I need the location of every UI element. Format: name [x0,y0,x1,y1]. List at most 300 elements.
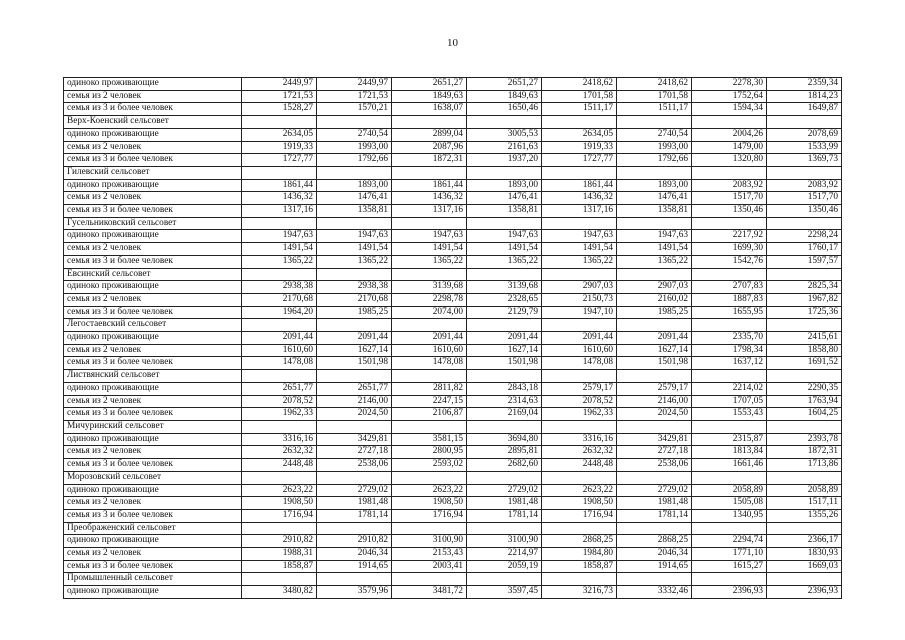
empty-cell [317,217,392,230]
table-row [64,509,842,522]
empty-cell [317,116,392,129]
value-cell: 1872,31 [767,446,842,459]
value-cell: 2651,77 [242,382,317,395]
section-header-row [64,166,842,179]
empty-cell [692,166,767,179]
value-cell: 3216,73 [542,586,617,599]
value-cell: 1528,27 [242,103,317,116]
value-cell: 3429,81 [317,433,392,446]
value-cell: 1340,95 [692,509,767,522]
value-cell: 2538,06 [617,459,692,472]
empty-cell [392,522,467,535]
value-cell: 1491,54 [317,243,392,256]
value-cell: 1947,63 [542,230,617,243]
table-row [64,78,842,91]
value-cell: 1716,94 [542,509,617,522]
empty-cell [242,420,317,433]
value-cell: 1771,10 [692,548,767,561]
value-cell: 2843,18 [467,382,542,395]
value-cell: 3694,80 [467,433,542,446]
value-cell: 2651,27 [392,78,467,91]
value-cell: 2418,62 [617,78,692,91]
value-cell: 1887,83 [692,293,767,306]
value-cell: 1830,93 [767,548,842,561]
value-cell: 1436,32 [242,192,317,205]
empty-cell [767,420,842,433]
value-cell: 1781,14 [317,509,392,522]
table-row [64,230,842,243]
household-type-cell: семья из 2 человек [64,293,242,306]
value-cell: 2106,87 [392,408,467,421]
value-cell: 2315,87 [692,433,767,446]
empty-cell [542,573,617,586]
value-cell: 2579,17 [542,382,617,395]
value-cell: 1491,54 [542,243,617,256]
value-cell: 2024,50 [317,408,392,421]
table-row [64,192,842,205]
table-row [64,255,842,268]
empty-cell [617,116,692,129]
value-cell: 1655,95 [692,306,767,319]
household-type-cell: семья из 2 человек [64,344,242,357]
value-cell: 1981,48 [617,497,692,510]
value-cell: 3100,90 [467,535,542,548]
value-cell: 1350,46 [767,205,842,218]
value-cell: 1476,41 [317,192,392,205]
value-cell: 1861,44 [242,179,317,192]
value-cell: 1919,33 [542,141,617,154]
tariff-table [63,77,842,599]
value-cell: 1637,12 [692,357,767,370]
value-cell: 2448,48 [242,459,317,472]
value-cell: 1701,58 [542,90,617,103]
section-title: Верх-Коенский сельсовет [64,116,242,129]
value-cell: 1893,00 [467,179,542,192]
section-header-row [64,319,842,332]
empty-cell [617,217,692,230]
value-cell: 2651,77 [317,382,392,395]
empty-cell [467,217,542,230]
value-cell: 2328,65 [467,293,542,306]
value-cell: 3139,68 [467,281,542,294]
value-cell: 2247,15 [392,395,467,408]
section-title: Евсинский сельсовет [64,268,242,281]
value-cell: 2740,54 [617,128,692,141]
value-cell: 1908,50 [242,497,317,510]
page-number: 10 [447,37,458,49]
value-cell: 1763,94 [767,395,842,408]
empty-cell [617,522,692,535]
value-cell: 2538,06 [317,459,392,472]
value-cell: 2415,61 [767,332,842,345]
value-cell: 1491,54 [392,243,467,256]
value-cell: 1365,22 [542,255,617,268]
value-cell: 1491,54 [242,243,317,256]
value-cell: 2058,89 [692,484,767,497]
household-type-cell: одиноко проживающие [64,332,242,345]
value-cell: 1984,80 [542,548,617,561]
value-cell: 1861,44 [542,179,617,192]
section-title: Листвянский сельсовет [64,370,242,383]
table-row [64,205,842,218]
empty-cell [692,116,767,129]
value-cell: 2396,93 [692,586,767,599]
value-cell: 1914,65 [317,560,392,573]
table-row [64,293,842,306]
value-cell: 2393,78 [767,433,842,446]
value-cell: 2895,81 [467,446,542,459]
household-type-cell: одиноко проживающие [64,179,242,192]
value-cell: 1604,25 [767,408,842,421]
value-cell: 2298,78 [392,293,467,306]
household-type-cell: семья из 2 человек [64,446,242,459]
value-cell: 2707,83 [692,281,767,294]
value-cell: 2800,95 [392,446,467,459]
value-cell: 1893,00 [617,179,692,192]
table-row [64,459,842,472]
value-cell: 1988,31 [242,548,317,561]
empty-cell [467,166,542,179]
value-cell: 2046,34 [617,548,692,561]
value-cell: 2074,00 [392,306,467,319]
value-cell: 1638,07 [392,103,467,116]
value-cell: 1479,00 [692,141,767,154]
value-cell: 1849,63 [467,90,542,103]
empty-cell [392,319,467,332]
value-cell: 1317,16 [392,205,467,218]
value-cell: 1476,41 [467,192,542,205]
value-cell: 1511,17 [542,103,617,116]
value-cell: 2170,68 [242,293,317,306]
value-cell: 1908,50 [392,497,467,510]
household-type-cell: семья из 3 и более человек [64,408,242,421]
empty-cell [692,522,767,535]
value-cell: 1533,99 [767,141,842,154]
table-row [64,433,842,446]
value-cell: 1358,81 [317,205,392,218]
value-cell: 1716,94 [242,509,317,522]
value-cell: 1792,66 [617,154,692,167]
empty-cell [692,370,767,383]
value-cell: 2396,93 [767,586,842,599]
table-row [64,281,842,294]
household-type-cell: одиноко проживающие [64,433,242,446]
value-cell: 3579,96 [317,586,392,599]
value-cell: 2004,26 [692,128,767,141]
value-cell: 1365,22 [617,255,692,268]
value-cell: 1476,41 [617,192,692,205]
value-cell: 1597,57 [767,255,842,268]
value-cell: 1760,17 [767,243,842,256]
household-type-cell: семья из 3 и более человек [64,205,242,218]
value-cell: 2078,52 [542,395,617,408]
value-cell: 2899,04 [392,128,467,141]
household-type-cell: семья из 2 человек [64,192,242,205]
value-cell: 2087,96 [392,141,467,154]
value-cell: 1721,53 [242,90,317,103]
value-cell: 1814,23 [767,90,842,103]
value-cell: 2729,02 [317,484,392,497]
section-title: Гилевский сельсовет [64,166,242,179]
value-cell: 1478,08 [242,357,317,370]
household-type-cell: семья из 3 и более человек [64,357,242,370]
empty-cell [467,370,542,383]
empty-cell [467,420,542,433]
value-cell: 1355,26 [767,509,842,522]
value-cell: 1725,36 [767,306,842,319]
empty-cell [392,471,467,484]
value-cell: 2634,05 [242,128,317,141]
section-header-row [64,471,842,484]
section-title: Промышленный сельсовет [64,573,242,586]
table-row [64,154,842,167]
value-cell: 1501,98 [317,357,392,370]
value-cell: 2632,32 [542,446,617,459]
value-cell: 1542,76 [692,255,767,268]
value-cell: 1781,14 [617,509,692,522]
value-cell: 2907,03 [617,281,692,294]
empty-cell [317,166,392,179]
value-cell: 1358,81 [467,205,542,218]
section-header-row [64,573,842,586]
empty-cell [467,268,542,281]
empty-cell [542,319,617,332]
value-cell: 1649,87 [767,103,842,116]
value-cell: 1627,14 [467,344,542,357]
value-cell: 2682,60 [467,459,542,472]
table-row [64,548,842,561]
value-cell: 1365,22 [467,255,542,268]
value-cell: 1872,31 [392,154,467,167]
value-cell: 2160,02 [617,293,692,306]
empty-cell [692,573,767,586]
empty-cell [392,116,467,129]
value-cell: 2811,82 [392,382,467,395]
table-row [64,179,842,192]
value-cell: 2938,38 [317,281,392,294]
value-cell: 1727,77 [242,154,317,167]
value-cell: 2059,19 [467,560,542,573]
empty-cell [467,522,542,535]
value-cell: 1699,30 [692,243,767,256]
value-cell: 1914,65 [617,560,692,573]
table-row [64,128,842,141]
value-cell: 1947,63 [392,230,467,243]
section-header-row [64,217,842,230]
value-cell: 1993,00 [617,141,692,154]
section-header-row [64,370,842,383]
value-cell: 2078,69 [767,128,842,141]
empty-cell [692,420,767,433]
value-cell: 2091,44 [542,332,617,345]
value-cell: 1317,16 [242,205,317,218]
value-cell: 2217,92 [692,230,767,243]
empty-cell [467,573,542,586]
value-cell: 1570,21 [317,103,392,116]
value-cell: 1650,46 [467,103,542,116]
value-cell: 2169,04 [467,408,542,421]
table-row [64,484,842,497]
empty-cell [392,573,467,586]
value-cell: 2083,92 [767,179,842,192]
empty-cell [617,420,692,433]
empty-cell [467,319,542,332]
value-cell: 1947,63 [617,230,692,243]
value-cell: 1937,20 [467,154,542,167]
value-cell: 1501,98 [467,357,542,370]
empty-cell [317,471,392,484]
value-cell: 1350,46 [692,205,767,218]
value-cell: 1858,80 [767,344,842,357]
empty-cell [617,471,692,484]
section-title: Гусельниковский сельсовет [64,217,242,230]
empty-cell [317,420,392,433]
household-type-cell: семья из 3 и более человек [64,154,242,167]
value-cell: 1861,44 [392,179,467,192]
value-cell: 1792,66 [317,154,392,167]
value-cell: 1661,46 [692,459,767,472]
table-row [64,408,842,421]
empty-cell [392,166,467,179]
section-title: Легостаевский сельсовет [64,319,242,332]
value-cell: 1478,08 [392,357,467,370]
empty-cell [317,522,392,535]
value-cell: 3332,46 [617,586,692,599]
table-row [64,395,842,408]
value-cell: 2058,89 [767,484,842,497]
value-cell: 1727,77 [542,154,617,167]
value-cell: 1594,34 [692,103,767,116]
household-type-cell: одиноко проживающие [64,484,242,497]
empty-cell [542,268,617,281]
value-cell: 3005,53 [467,128,542,141]
empty-cell [767,217,842,230]
value-cell: 2214,02 [692,382,767,395]
table-row [64,560,842,573]
household-type-cell: семья из 2 человек [64,243,242,256]
value-cell: 3316,16 [542,433,617,446]
empty-cell [617,370,692,383]
value-cell: 3481,72 [392,586,467,599]
value-cell: 2632,32 [242,446,317,459]
value-cell: 1478,08 [542,357,617,370]
value-cell: 2727,18 [317,446,392,459]
value-cell: 3139,68 [392,281,467,294]
value-cell: 2314,63 [467,395,542,408]
value-cell: 2448,48 [542,459,617,472]
empty-cell [542,166,617,179]
household-type-cell: семья из 2 человек [64,141,242,154]
value-cell: 1893,00 [317,179,392,192]
value-cell: 1849,63 [392,90,467,103]
value-cell: 1701,58 [617,90,692,103]
table-row [64,90,842,103]
value-cell: 2418,62 [542,78,617,91]
empty-cell [767,116,842,129]
value-cell: 2161,63 [467,141,542,154]
value-cell: 2294,74 [692,535,767,548]
value-cell: 2129,79 [467,306,542,319]
value-cell: 1858,87 [542,560,617,573]
value-cell: 2868,25 [617,535,692,548]
value-cell: 1919,33 [242,141,317,154]
value-cell: 2579,17 [617,382,692,395]
value-cell: 1858,87 [242,560,317,573]
value-cell: 2727,18 [617,446,692,459]
value-cell: 1517,70 [692,192,767,205]
value-cell: 1365,22 [242,255,317,268]
value-cell: 2170,68 [317,293,392,306]
value-cell: 2335,70 [692,332,767,345]
value-cell: 2298,24 [767,230,842,243]
value-cell: 1985,25 [317,306,392,319]
empty-cell [242,573,317,586]
household-type-cell: семья из 3 и более человек [64,459,242,472]
table-row [64,497,842,510]
value-cell: 2091,44 [317,332,392,345]
table-row [64,344,842,357]
value-cell: 2278,30 [692,78,767,91]
empty-cell [767,522,842,535]
table-row [64,306,842,319]
value-cell: 2153,43 [392,548,467,561]
empty-cell [542,522,617,535]
value-cell: 1369,73 [767,154,842,167]
household-type-cell: одиноко проживающие [64,78,242,91]
value-cell: 1947,63 [317,230,392,243]
household-type-cell: семья из 2 человек [64,548,242,561]
value-cell: 1317,16 [542,205,617,218]
empty-cell [317,319,392,332]
value-cell: 1947,63 [242,230,317,243]
value-cell: 2003,41 [392,560,467,573]
empty-cell [317,573,392,586]
value-cell: 2593,02 [392,459,467,472]
value-cell: 1716,94 [392,509,467,522]
value-cell: 1947,10 [542,306,617,319]
empty-cell [617,166,692,179]
value-cell: 3597,45 [467,586,542,599]
value-cell: 1517,11 [767,497,842,510]
empty-cell [767,166,842,179]
section-header-row [64,268,842,281]
empty-cell [392,268,467,281]
value-cell: 2091,44 [617,332,692,345]
household-type-cell: семья из 2 человек [64,497,242,510]
empty-cell [617,268,692,281]
value-cell: 1517,70 [767,192,842,205]
table-row [64,446,842,459]
table-row [64,357,842,370]
section-title: Преображенский сельсовет [64,522,242,535]
value-cell: 1985,25 [617,306,692,319]
value-cell: 2078,52 [242,395,317,408]
value-cell: 1981,48 [467,497,542,510]
value-cell: 1669,03 [767,560,842,573]
value-cell: 2868,25 [542,535,617,548]
table-row [64,332,842,345]
value-cell: 1610,60 [392,344,467,357]
household-type-cell: семья из 3 и более человек [64,103,242,116]
empty-cell [542,116,617,129]
value-cell: 2825,34 [767,281,842,294]
value-cell: 2740,54 [317,128,392,141]
household-type-cell: семья из 3 и более человек [64,509,242,522]
value-cell: 1964,20 [242,306,317,319]
household-type-cell: семья из 3 и более человек [64,560,242,573]
value-cell: 1553,43 [692,408,767,421]
empty-cell [542,420,617,433]
